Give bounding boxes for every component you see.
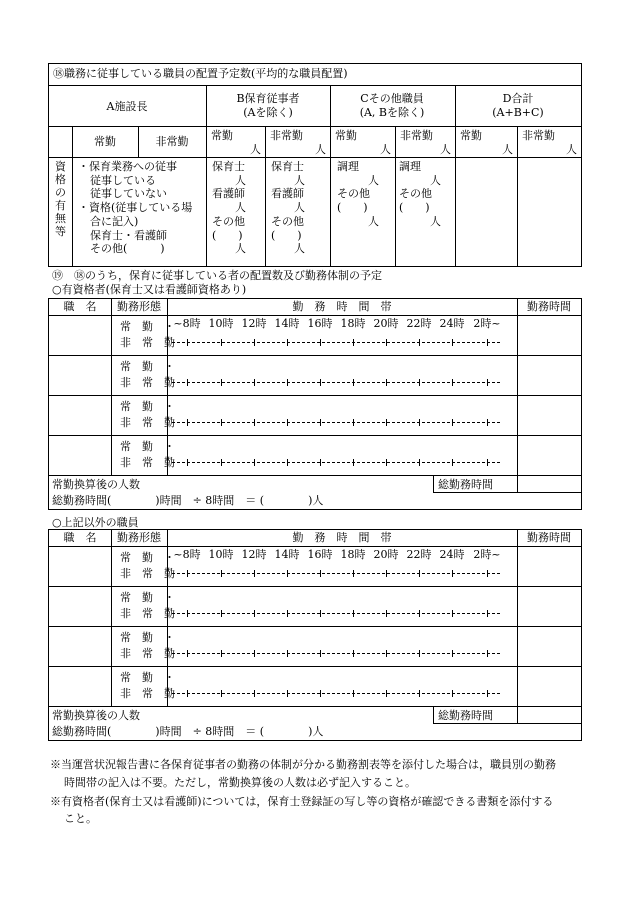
table-rule xyxy=(48,546,582,547)
qualified-time-tick-label: 20時 xyxy=(373,317,399,330)
other-time-tick-label: 12時 xyxy=(241,548,267,561)
table-rule xyxy=(48,63,582,64)
table-rule xyxy=(138,126,139,158)
qualified-timeline-tick xyxy=(419,339,420,346)
qualified-total-hours-label: 総勤務時間 xyxy=(438,478,493,491)
unit-label: 人 xyxy=(502,143,513,156)
qualified-employment-type-parttime[interactable]: 非 常 勤 xyxy=(120,416,175,429)
table-rule xyxy=(48,509,582,510)
qualified-timeline-tick xyxy=(320,459,321,466)
other-col-band: 勤 務 時 間 帯 xyxy=(292,531,392,544)
qualified-timeline-tick xyxy=(221,459,222,466)
qualified-timeline-tick xyxy=(254,339,255,346)
childcare-fulltime-entry: 看護師 xyxy=(212,187,245,201)
other-timeline-tick xyxy=(419,570,420,577)
other-parttime-entry: 人 xyxy=(430,173,441,187)
other-timeline-tick xyxy=(221,610,222,617)
table-rule xyxy=(517,475,518,493)
qualified-timeline-tick xyxy=(419,459,420,466)
qualified-job-title-cell[interactable] xyxy=(49,396,111,434)
table-rule xyxy=(265,126,266,267)
other-timeline-tick xyxy=(487,610,488,617)
other-timeline-tick xyxy=(254,610,255,617)
other-time-tick-label: ~8時 xyxy=(173,548,201,561)
other-employment-type-fulltime[interactable]: 常 勤 ・ xyxy=(120,671,175,684)
table-rule xyxy=(433,492,582,493)
other-timeline-tick xyxy=(221,570,222,577)
other-timeline-tick xyxy=(254,570,255,577)
other-employment-type-fulltime[interactable]: 常 勤 ・ xyxy=(120,631,175,644)
qualified-hours-cell[interactable] xyxy=(518,396,581,434)
other-total-hours-label: 総勤務時間 xyxy=(438,709,493,722)
other-employment-type-parttime[interactable]: 非 常 勤 xyxy=(120,687,175,700)
other-timeline-tick xyxy=(419,650,420,657)
table-rule xyxy=(581,63,582,267)
other-fulltime-entry: 人 xyxy=(368,214,379,228)
fulltime-label: 常勤 xyxy=(211,129,233,142)
qualified-employment-type-fulltime[interactable]: 常 勤 ・ xyxy=(120,400,175,413)
table-rule xyxy=(48,157,582,158)
qualified-timeline-tick xyxy=(287,459,288,466)
other-parttime-entry: 調理 xyxy=(399,160,421,173)
qualified-timeline-tick xyxy=(386,379,387,386)
qualified-timeline-tick xyxy=(320,339,321,346)
table-rule xyxy=(455,85,456,267)
other-timeline-tick xyxy=(320,690,321,697)
childcare-parttime-entry: 人 xyxy=(294,173,305,187)
a-parttime-label: 非常勤 xyxy=(155,135,189,148)
qualification-line: ・保育業務への従事 xyxy=(78,160,177,173)
childcare-fulltime-entry: 人 xyxy=(235,242,246,256)
unit-label: 人 xyxy=(440,143,451,156)
qualified-timeline-tick xyxy=(452,339,453,346)
qualified-employment-type-fulltime[interactable]: 常 勤 ・ xyxy=(120,360,175,373)
childcare-parttime-entry: 保育士 xyxy=(271,160,304,173)
qualified-timeline-tick xyxy=(187,419,188,426)
qualification-side-label-char: 有 xyxy=(55,199,66,212)
parttime-label: 非常勤 xyxy=(270,129,303,142)
qualification-line: ・資格(従事している場 xyxy=(78,201,193,215)
other-timeline-tick xyxy=(320,650,321,657)
qualified-time-tick-label: 12時 xyxy=(241,317,267,330)
section-19-title: ⑲ ⑱のうち，保育に従事している者の配置数及び勤務体制の予定 xyxy=(52,269,382,282)
header-facility-head: A施設長 xyxy=(106,100,148,113)
a-fulltime-label: 常勤 xyxy=(94,135,116,148)
table-rule xyxy=(48,63,49,267)
qualified-timeline-tick xyxy=(353,379,354,386)
childcare-fulltime-entry: その他 xyxy=(212,214,245,228)
other-time-tick-label: 14時 xyxy=(274,548,300,561)
table-rule xyxy=(48,706,49,741)
qualified-timeline-tick xyxy=(452,379,453,386)
childcare-fulltime-entry: 保育士 xyxy=(212,160,245,173)
table-rule xyxy=(48,298,582,299)
qualified-employment-type-parttime[interactable]: 非 常 勤 xyxy=(120,456,175,469)
other-timeline-tick xyxy=(452,570,453,577)
qualified-timeline-tick xyxy=(419,379,420,386)
qualified-time-tick-label: ~8時 xyxy=(173,317,201,330)
unit-label: 人 xyxy=(315,143,326,156)
note-attachment: ※当運営状況報告書に各保育従事者の勤務の体制が分かる勤務割表等を添付した場合は，職員別の勤務 xyxy=(50,758,556,771)
other-timeline-tick xyxy=(487,650,488,657)
qualified-employment-type-fulltime[interactable]: 常 勤 ・ xyxy=(120,440,175,453)
section-18-title: ⑱職務に従事している職員の配置予定数(平均的な職員配置) xyxy=(53,67,348,80)
other-employment-type-fulltime[interactable]: 常 勤 ・ xyxy=(120,591,175,604)
other-fte-formula: 総勤務時間( )時間 ÷ 8時間 ＝ ( )人 xyxy=(52,725,324,738)
header-other-staff-note: (A, Bを除く) xyxy=(359,106,425,119)
table-rule xyxy=(48,586,582,587)
table-rule xyxy=(48,666,582,667)
fulltime-label: 常勤 xyxy=(335,129,357,142)
qualified-timeline-tick xyxy=(353,339,354,346)
other-col-type: 勤務形態 xyxy=(117,531,161,544)
qualified-timeline-tick xyxy=(386,459,387,466)
qualified-timeline-tick xyxy=(187,379,188,386)
table-rule xyxy=(433,475,434,493)
qualified-timeline-tick xyxy=(254,459,255,466)
table-rule xyxy=(48,315,582,316)
qualification-line: 合に記入) xyxy=(90,214,139,228)
qualified-timeline-tick xyxy=(287,339,288,346)
qualified-timeline-tick xyxy=(187,459,188,466)
qualified-col-hours: 勤務時間 xyxy=(527,300,571,313)
qualified-job-title-cell[interactable] xyxy=(49,316,111,354)
childcare-fulltime-entry: 人 xyxy=(235,201,246,215)
table-rule xyxy=(48,529,582,530)
qualified-employment-type-parttime[interactable]: 非 常 勤 xyxy=(120,336,175,349)
other-timeline-tick xyxy=(187,650,188,657)
qualified-time-tick-label: 16時 xyxy=(307,317,333,330)
other-timeline-tick xyxy=(353,610,354,617)
qualified-col-name: 職 名 xyxy=(63,300,97,313)
qualified-job-title-cell[interactable] xyxy=(49,436,111,474)
table-rule xyxy=(433,723,582,724)
qualified-time-tick-label: 14時 xyxy=(274,317,300,330)
table-rule xyxy=(48,435,582,436)
other-time-tick-label: 20時 xyxy=(373,548,399,561)
other-timeline-tick xyxy=(320,570,321,577)
qualified-timeline-tick xyxy=(287,419,288,426)
qualified-timeline-tick xyxy=(353,459,354,466)
qualified-timeline-tick xyxy=(487,419,488,426)
childcare-parttime-entry: 人 xyxy=(294,242,305,256)
other-timeline-tick xyxy=(487,570,488,577)
other-employment-type-parttime[interactable]: 非 常 勤 xyxy=(120,647,175,660)
other-timeline-tick xyxy=(386,690,387,697)
qualified-time-tick-label: 18時 xyxy=(340,317,366,330)
qualification-line: 保育士・看護師 xyxy=(90,228,167,242)
other-employment-type-fulltime[interactable]: 常 勤 ・ xyxy=(120,551,175,564)
header-total: D合計 xyxy=(502,92,534,105)
qualified-timeline-tick xyxy=(254,379,255,386)
qualified-timeline-tick xyxy=(386,339,387,346)
qualified-timeline-tick xyxy=(452,419,453,426)
other-timeline-tick xyxy=(353,690,354,697)
qualification-side-label-char: 格 xyxy=(55,173,66,186)
other-job-title-cell[interactable] xyxy=(49,627,111,665)
table-rule xyxy=(48,740,582,741)
qualified-time-tick-label: 2時~ xyxy=(473,317,501,330)
qualification-side-label-char: 無 xyxy=(55,212,66,225)
other-timeline-tick xyxy=(287,570,288,577)
qualified-timeline-tick xyxy=(487,459,488,466)
other-time-tick-label: 24時 xyxy=(439,548,465,561)
qualification-side-label-char: 資 xyxy=(55,160,66,173)
other-hours-cell[interactable] xyxy=(518,627,581,665)
unit-label: 人 xyxy=(380,143,391,156)
table-rule xyxy=(48,85,582,86)
table-rule xyxy=(72,126,73,267)
note-attachment-cont: 時間帯の記入は不要。ただし，常勤換算後の人数は必ず記入すること。 xyxy=(64,776,416,789)
header-other-staff: Cその他職員 xyxy=(360,92,424,105)
qualified-fte-label: 常勤換算後の人数 xyxy=(52,478,140,491)
table-rule xyxy=(517,126,518,267)
table-rule xyxy=(48,475,582,476)
parttime-label: 非常勤 xyxy=(522,129,555,142)
qualified-timeline-tick xyxy=(419,419,420,426)
other-parttime-entry: ( ) xyxy=(399,201,430,215)
qualified-col-band: 勤 務 時 間 帯 xyxy=(292,300,392,313)
qualified-timeline-tick xyxy=(221,379,222,386)
other-col-name: 職 名 xyxy=(63,531,97,544)
other-timeline-tick xyxy=(353,650,354,657)
other-timeline-tick xyxy=(254,650,255,657)
qualified-timeline-tick xyxy=(320,379,321,386)
qualified-col-type: 勤務形態 xyxy=(117,300,161,313)
other-fulltime-entry: その他 xyxy=(337,187,370,201)
other-time-tick-label: 10時 xyxy=(208,548,234,561)
qualified-timeline-tick xyxy=(487,339,488,346)
table-rule xyxy=(330,85,331,267)
qualified-timeline-tick xyxy=(487,379,488,386)
fulltime-label: 常勤 xyxy=(460,129,482,142)
qualified-hours-cell[interactable] xyxy=(518,356,581,394)
table-rule xyxy=(48,126,582,127)
childcare-parttime-entry: ( ) xyxy=(271,228,302,242)
qualified-timeline-tick xyxy=(254,419,255,426)
other-timeline-tick xyxy=(187,690,188,697)
childcare-fulltime-entry: ( ) xyxy=(212,228,243,242)
other-timeline-tick xyxy=(254,690,255,697)
other-timeline-tick xyxy=(187,570,188,577)
other-fte-label: 常勤換算後の人数 xyxy=(52,709,140,722)
childcare-parttime-entry: 人 xyxy=(294,201,305,215)
header-total-note: (A+B+C) xyxy=(492,106,544,119)
note-qualification-cont: こと。 xyxy=(64,812,97,825)
other-timeline-tick xyxy=(386,610,387,617)
other-time-tick-label: 2時~ xyxy=(473,548,501,561)
other-timeline-tick xyxy=(452,610,453,617)
other-timeline-tick xyxy=(353,570,354,577)
qualified-timeline-tick xyxy=(221,339,222,346)
table-rule xyxy=(206,85,207,267)
childcare-fulltime-entry: 人 xyxy=(235,173,246,187)
qualification-line: 従事していない xyxy=(90,187,167,201)
unit-label: 人 xyxy=(250,143,261,156)
qualified-timeline-tick xyxy=(320,419,321,426)
table-rule xyxy=(517,706,518,724)
qualified-timeline-tick xyxy=(452,459,453,466)
header-childcare-staff: B保育従事者 xyxy=(236,92,300,105)
other-col-hours: 勤務時間 xyxy=(527,531,571,544)
other-employment-type-parttime[interactable]: 非 常 勤 xyxy=(120,567,175,580)
other-fulltime-entry: 調理 xyxy=(337,160,359,173)
qualified-employment-type-parttime[interactable]: 非 常 勤 xyxy=(120,376,175,389)
qualified-timeline-tick xyxy=(353,419,354,426)
other-hours-cell[interactable] xyxy=(518,587,581,625)
note-qualification: ※有資格者(保育士又は看護師)については，保育士登録証の写し等の資格が確認できる書類を添付する xyxy=(50,795,554,808)
qualified-time-tick-label: 22時 xyxy=(406,317,432,330)
table-rule xyxy=(111,529,112,707)
other-timeline-tick xyxy=(419,690,420,697)
table-rule xyxy=(48,266,582,267)
qualified-hours-cell[interactable] xyxy=(518,436,581,474)
other-timeline-tick xyxy=(386,570,387,577)
childcare-parttime-entry: その他 xyxy=(271,214,304,228)
table-rule xyxy=(48,626,582,627)
table-rule xyxy=(433,706,434,724)
qualified-timeline-tick xyxy=(221,419,222,426)
qualification-line: その他( ) xyxy=(90,242,165,256)
qualified-job-title-cell[interactable] xyxy=(49,356,111,394)
qualification-side-label-char: の xyxy=(55,186,66,199)
group-other-title: ○上記以外の職員 xyxy=(52,516,139,529)
qualified-hours-cell[interactable] xyxy=(518,316,581,354)
table-rule xyxy=(581,529,582,741)
other-timeline-tick xyxy=(287,690,288,697)
other-timeline-tick xyxy=(452,650,453,657)
other-time-tick-label: 18時 xyxy=(340,548,366,561)
qualified-time-tick-label: 10時 xyxy=(208,317,234,330)
table-rule xyxy=(48,706,582,707)
other-parttime-entry: 人 xyxy=(430,214,441,228)
other-employment-type-parttime[interactable]: 非 常 勤 xyxy=(120,607,175,620)
other-timeline-tick xyxy=(320,610,321,617)
header-childcare-staff-note: (Aを除く) xyxy=(243,106,293,119)
other-job-title-cell[interactable] xyxy=(49,587,111,625)
parttime-label: 非常勤 xyxy=(400,129,433,142)
other-time-tick-label: 22時 xyxy=(406,548,432,561)
other-fulltime-entry: 人 xyxy=(368,173,379,187)
qualified-employment-type-fulltime[interactable]: 常 勤 ・ xyxy=(120,320,175,333)
table-rule xyxy=(48,395,582,396)
other-timeline-tick xyxy=(287,650,288,657)
other-hours-cell[interactable] xyxy=(518,547,581,585)
qualified-timeline-tick xyxy=(187,339,188,346)
other-parttime-entry: その他 xyxy=(399,187,432,201)
other-hours-cell[interactable] xyxy=(518,667,581,705)
other-timeline-tick xyxy=(452,690,453,697)
other-timeline-tick xyxy=(287,610,288,617)
other-timeline-tick xyxy=(221,690,222,697)
other-time-tick-label: 16時 xyxy=(307,548,333,561)
table-rule xyxy=(395,126,396,267)
qualification-line: 従事している xyxy=(90,173,156,187)
table-rule xyxy=(48,355,582,356)
table-rule xyxy=(581,298,582,510)
qualified-time-tick-label: 24時 xyxy=(439,317,465,330)
table-rule xyxy=(111,298,112,476)
unit-label: 人 xyxy=(566,143,577,156)
qualified-timeline-tick xyxy=(287,379,288,386)
other-timeline-tick xyxy=(187,610,188,617)
other-job-title-cell[interactable] xyxy=(49,547,111,585)
other-timeline-tick xyxy=(221,650,222,657)
other-fulltime-entry: ( ) xyxy=(337,201,368,215)
qualification-side-label-char: 等 xyxy=(55,225,66,238)
table-rule xyxy=(48,475,49,510)
childcare-parttime-entry: 看護師 xyxy=(271,187,304,201)
other-timeline-tick xyxy=(386,650,387,657)
group-qualified-title: ○有資格者(保育士又は看護師資格あり) xyxy=(52,283,247,296)
qualified-timeline-tick xyxy=(386,419,387,426)
other-timeline-tick xyxy=(419,610,420,617)
other-timeline-tick xyxy=(487,690,488,697)
other-job-title-cell[interactable] xyxy=(49,667,111,705)
qualified-fte-formula: 総勤務時間( )時間 ÷ 8時間 ＝ ( )人 xyxy=(52,494,324,507)
